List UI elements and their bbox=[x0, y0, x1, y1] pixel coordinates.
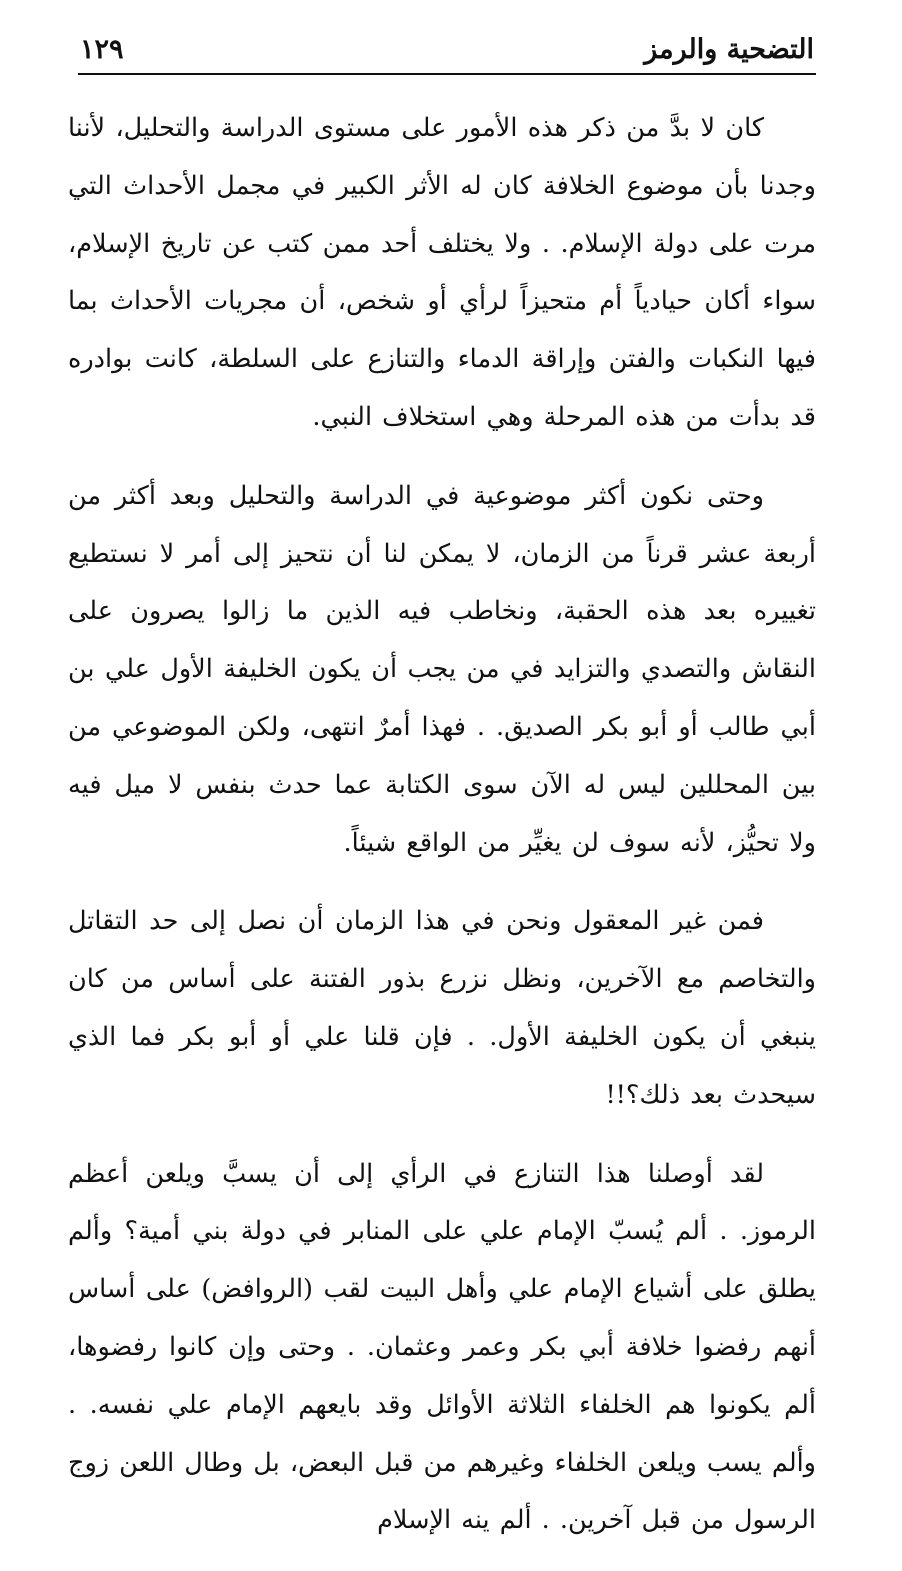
paragraph: لقد أوصلنا هذا التنازع في الرأي إلى أن يسبَّ ويلعن أعظم الرموز. . ألم يُسبّ الإمام علي على المنابر في دولة بني أمية؟ وألم يطلق على أشياع الإمام علي وأهل البيت لقب (الروافض) على أساس أنهم رفضوا خلافة أبي بكر وعمر وعثمان. . وحتى وإن كانوا رفضوها، ألم يكونوا هم الخلفاء الثلاثة الأوائل وقد بايعهم الإمام علي نفسه. . وألم يسب ويلعن الخلفاء وغيرهم من قبل البعض، بل وطال اللعن زوج الرسول من قبل آخرين. . ألم ينه الإسلام bbox=[67, 1158, 816, 1536]
running-header bbox=[80, 26, 814, 74]
paragraph: كان لا بدَّ من ذكر هذه الأمور على مستوى الدراسة والتحليل، لأننا وجدنا بأن موضوع الخلافة كان له الأثر الكبير في مجمل الأحداث التي مرت على دولة الإسلام. . ولا يختلف أحد ممن كتب عن تاريخ الإسلام، سواء أكان حيادياً أم متحيزاً لرأي أو شخص، أن مجريات الأحداث بما فيها النكبات والفتن وإراقة الدماء والتنازع على السلطة، كانت بوادره قد بدأت من هذه المرحلة وهي استخلاف النبي. bbox=[68, 113, 816, 432]
header-rule bbox=[78, 73, 816, 75]
body-text bbox=[68, 100, 816, 1571]
paragraph: فمن غير المعقول ونحن في هذا الزمان أن نصل إلى حد التقاتل والتخاصم مع الآخرين، ونظل نزرع بذور الفتنة على أساس من كان ينبغي أن يكون الخليفة الأول. . فإن قلنا علي أو أبو بكر فما الذي سيحدث بعد ذلك؟!! bbox=[68, 906, 816, 1110]
running-title: التضحية والرمز bbox=[644, 34, 814, 65]
page-number: ١٢٩ bbox=[80, 34, 124, 65]
paragraph: وحتى نكون أكثر موضوعية في الدراسة والتحليل وبعد أكثر من أربعة عشر قرناً من الزمان، لا يمكن لنا أن نتحيز إلى أمر لا نستطيع تغييره بعد هذه الحقبة، ونخاطب فيه الذين ما زالوا يصرون على النقاش والتصدي والتزايد في من يجب أن يكون الخليفة الأول علي بن أبي طالب أو أبو بكر الصديق. . فهذا أمرٌ انتهى، ولكن الموضوعي من بين المحللين ليس له الآن سوى الكتابة عما حدث بنفس لا ميل فيه ولا تحيُّز، لأنه سوف لن يغيِّر من الواقع شيئاً. bbox=[68, 480, 816, 858]
